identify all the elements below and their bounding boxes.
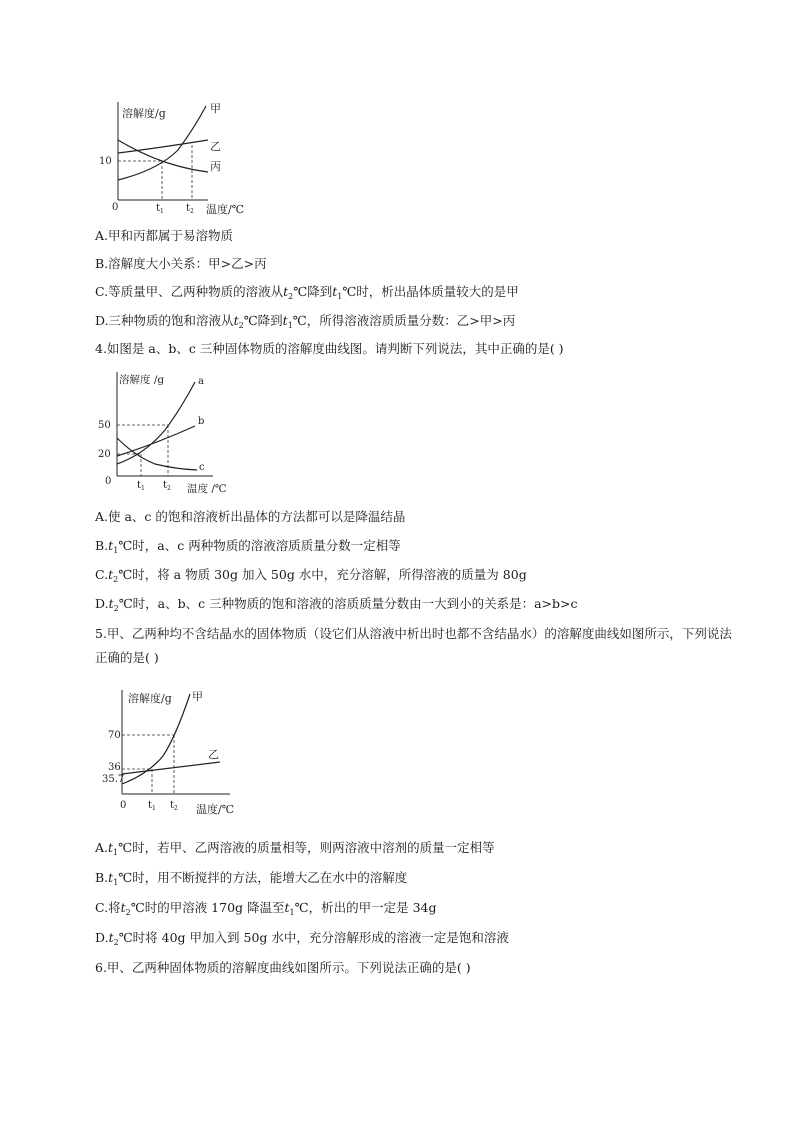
curve-label-c: c <box>199 462 205 473</box>
y-tick-50: 50 <box>98 420 111 431</box>
origin-label: 0 <box>120 800 127 811</box>
q4-option-d: $D.t_2℃$时，a、b、c 三种物质的饱和溶液的溶质质量分数由一大到小的关系是：a>b>c <box>95 596 578 613</box>
q4-option-c: $C.t_2℃$时，将 a 物质 30g 加入 50g 水中，充分溶解，所得溶液的质量为 80g <box>95 567 527 584</box>
q3-option-d: D.三种物质的饱和溶液从$t_2℃$降到$t_1℃$，所得溶液溶质质量分数：乙>甲>丙 <box>95 313 516 330</box>
q5-option-c: C.将$t_2℃$时的甲溶液 170g 降温至$t_1℃$，析出的甲一定是 34g <box>95 900 437 917</box>
q5-option-a: $A.t_1℃$时，若甲、乙两溶液的质量相等，则两溶液中溶剂的质量一定相等 <box>95 840 495 857</box>
y-tick-35-7: 35.7 <box>102 774 125 785</box>
q4-stem: 4.如图是 a、b、c 三种固体物质的溶解度曲线图。请判断下列说法，其中正确的是( ) <box>95 341 564 356</box>
q6-stem: 6.甲、乙两种固体物质的溶解度曲线如图所示。下列说法正确的是( ) <box>95 960 471 975</box>
q4-option-a: A.使 a、c 的饱和溶液析出晶体的方法都可以是降温结晶 <box>95 509 406 524</box>
y-axis-label: 溶解度 /g <box>119 374 165 386</box>
x-axis-label: 温度/℃ <box>206 203 245 216</box>
q3-option-a: A.甲和丙都属于易溶物质 <box>95 228 234 243</box>
y-tick-20: 20 <box>98 449 111 460</box>
y-axis-label: 溶解度/g <box>122 107 166 120</box>
q3-option-b: B.溶解度大小关系：甲>乙>丙 <box>95 256 267 271</box>
curve-jia <box>122 694 190 784</box>
t1-tick: $t_1$ <box>137 480 145 492</box>
y-axis-label: 溶解度/g <box>128 692 172 705</box>
origin-label: 0 <box>105 476 112 487</box>
t2-tick: $t_2$ <box>186 203 194 215</box>
t1-tick: $t_1$ <box>148 800 156 812</box>
figure-q4-solubility-chart <box>95 368 245 496</box>
x-axis-label: 温度/℃ <box>196 803 235 816</box>
q3-option-c: C.等质量甲、乙两种物质的溶液从$t_2℃$降到$t_1℃$时，析出晶体质量较大的是甲 <box>95 284 519 301</box>
curve-label-jia: 甲 <box>192 690 203 703</box>
y-tick-70: 70 <box>108 730 121 741</box>
y-tick-36: 36 <box>108 762 121 773</box>
y-tick-10: 10 <box>99 156 112 167</box>
x-axis-label: 温度 /℃ <box>187 483 227 495</box>
t2-tick: $t_2$ <box>163 480 171 492</box>
curve-label-yi: 乙 <box>210 140 221 153</box>
curve-label-yi: 乙 <box>208 748 219 761</box>
origin-label: 0 <box>112 202 119 213</box>
curve-label-a: a <box>198 376 204 387</box>
t1-tick: $t_1$ <box>156 203 164 215</box>
q5-stem: 5.甲、乙两种均不含结晶水的固体物质（设它们从溶液中析出时也都不含结晶水）的溶解度曲线如图所示，下列说法正确的是( ) <box>95 626 732 665</box>
curve-label-bing: 丙 <box>210 160 221 173</box>
q5-option-d: $D.t_2℃$时将 40g 甲加入到 50g 水中，充分溶解形成的溶液一定是饱和溶液 <box>95 930 509 947</box>
q4-option-b: $B.t_1℃$时，a、c 两种物质的溶液溶质质量分数一定相等 <box>95 538 401 555</box>
curve-b <box>117 426 195 456</box>
t2-tick: $t_2$ <box>170 800 178 812</box>
curve-label-jia: 甲 <box>210 102 221 115</box>
figure-q3-solubility-chart <box>99 100 258 220</box>
figure-q5-solubility-chart <box>102 686 258 816</box>
q5-option-b: $B.t_1℃$时，用不断搅拌的方法，能增大乙在水中的溶解度 <box>95 870 408 887</box>
curve-label-b: b <box>198 416 205 427</box>
curve-yi <box>122 762 220 774</box>
